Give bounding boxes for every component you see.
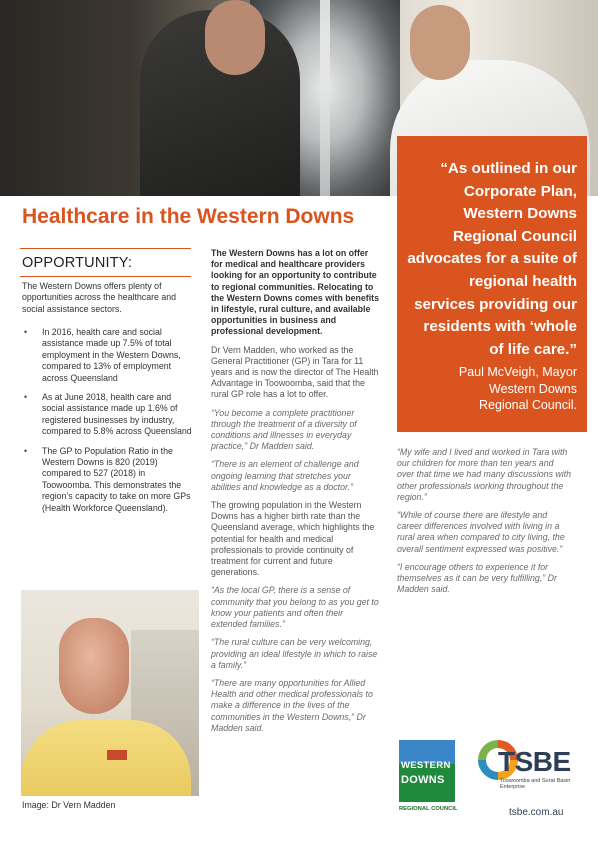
photo-caption: Image: Dr Vern Madden: [22, 800, 116, 810]
opportunity-intro: The Western Downs offers plenty of opportunities across the healthcare and social assistance sectors.: [22, 281, 177, 314]
quote-paragraph: “There is an element of challenge and ongoing learning that stretches your abilities and knowledge as a doctor.”: [211, 459, 359, 492]
quote-paragraph: “My wife and I lived and worked in Tara with our children for more than ten years and over that time we had many discussions with other professionals working throughout the region.”: [397, 447, 572, 502]
quote-paragraph: “As the local GP, there is a sense of community that you belong to as you get to know your patients and often their extended families.”: [211, 585, 379, 630]
quote-paragraph: “While of course there are lifestyle and career differences involved with living in a rural area when compared to city living, the overall sentiment expressed was positive.”: [397, 510, 565, 554]
opportunity-heading: OPPORTUNITY:: [22, 255, 133, 271]
column-right: [397, 447, 573, 602]
list-item: • The GP to Population Ratio in the Western Downs is 820 (2019) compared to 527 (2018) in Toowoomba. This demonstrates the region’s capacity to take on more GPs (Health Workforce Queensland).: [22, 446, 194, 514]
western-downs-logo: WESTERN DOWNS REGIONAL COUNCIL: [399, 740, 455, 816]
portrait-photo: [21, 590, 199, 796]
column-middle: [211, 248, 381, 741]
divider: [20, 248, 191, 249]
paragraph: Dr Vern Madden, who worked as the General Practitioner (GP) in Tara for 11 years and is now the director of The Health Advantage in Toowoomba, said that the rural GP role has a lot to offer.: [211, 344, 379, 400]
quote-paragraph: “You become a complete practitioner through the treatment of a diversity of conditions and illnesses in everyday practice,” Dr Madden said.: [211, 407, 357, 452]
opportunity-list: [22, 327, 194, 522]
pull-quote-text: “As outlined in our Corporate Plan, Western Downs Regional Council advocates for a suite of regional health services providing our residents with ‘whole of life care.”: [407, 160, 577, 358]
list-item: • In 2016, health care and social assistance made up 7.5% of total employment in the Western Downs, compared to 13% of employment across Queensland: [22, 327, 194, 384]
list-item: • As at June 2018, health care and social assistance made up 1.6% of registered businesses by industry, compared to 5.8% across Queensland: [22, 392, 194, 438]
pull-quote-author: Paul McVeigh, Mayor Western Downs Regional Council.: [458, 365, 577, 412]
quote-paragraph: “I encourage others to experience it for themselves as it can be very fulfilling,” Dr Madden said.: [397, 561, 557, 595]
page-title: Healthcare in the Western Downs: [22, 205, 355, 228]
quote-paragraph: “The rural culture can be very welcoming, providing an ideal lifestyle in which to raise a family.”: [211, 637, 378, 670]
tsbe-logo: TSBE Toowoomba and Surat Basin Enterprise: [478, 740, 578, 800]
website-link[interactable]: tsbe.com.au: [509, 807, 564, 818]
lead-paragraph: The Western Downs has a lot on offer for medical and healthcare providers looking for an opportunity to contribute to regional communities. Relocating to the Western Downs comes with benefits in lifestyle, rural culture, and available opportunities in business and professional development.: [211, 248, 379, 337]
quote-paragraph: “There are many opportunities for Allied Health and other medical professionals to make a difference in the lives of the communities in the Western Downs,” Dr Madden said.: [211, 677, 373, 733]
paragraph: The growing population in the Western Downs has a higher birth rate than the Queensland average, which highlights the potential for health and medical professionals to provide continuity of treatment for current and future generations.: [211, 500, 375, 578]
divider: [20, 276, 191, 277]
pull-quote-box: [397, 136, 587, 432]
